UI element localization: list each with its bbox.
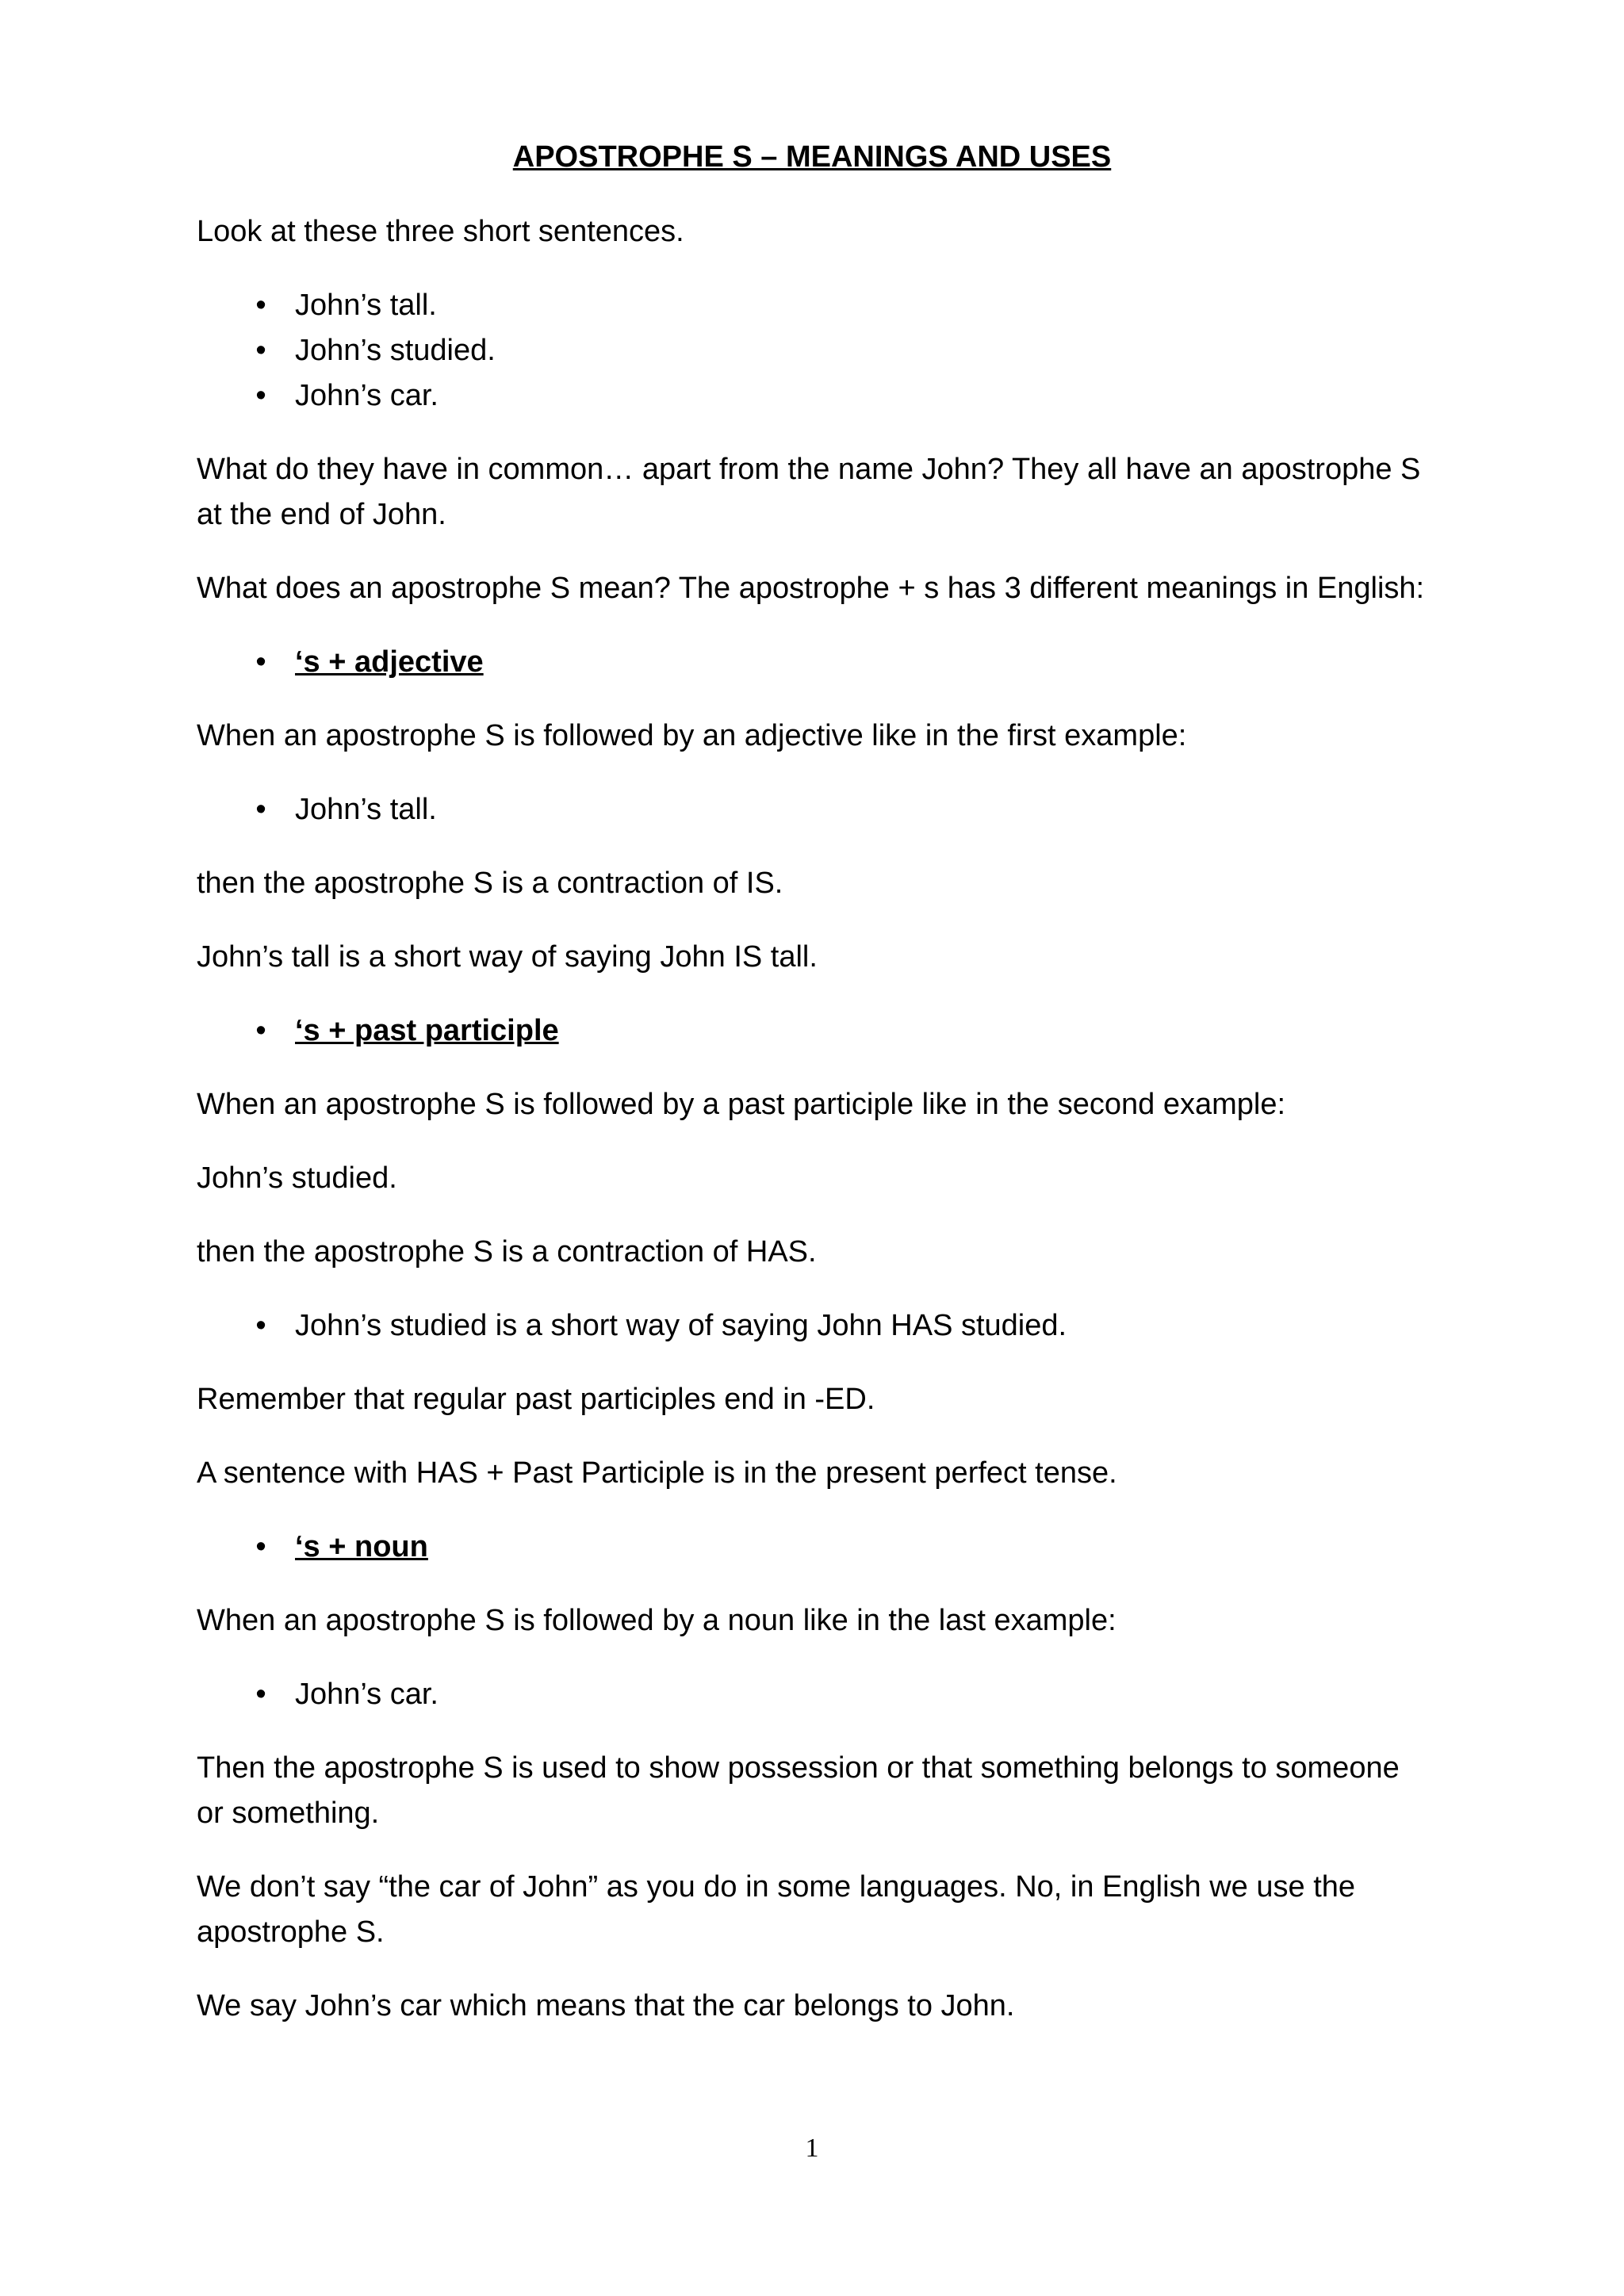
bullet-icon: • bbox=[255, 793, 266, 826]
section-paragraph: then the apostrophe S is a contraction of HAS. bbox=[197, 1235, 817, 1269]
section-example-list bbox=[197, 1303, 1434, 1349]
section-heading: ‘s + past participle bbox=[295, 1014, 559, 1047]
examples-list bbox=[197, 283, 1434, 419]
document-body bbox=[197, 209, 1434, 2057]
section-paragraph: When an apostrophe S is followed by an adjective like in the first example: bbox=[197, 719, 1187, 752]
example-text: John’s tall. bbox=[295, 793, 437, 826]
section-paragraph: Remember that regular past participles end in -ED. bbox=[197, 1383, 875, 1416]
document-title: APOSTROPHE S – MEANINGS AND USES bbox=[512, 140, 1112, 174]
list-item bbox=[197, 328, 1434, 373]
bullet-icon: • bbox=[255, 334, 266, 367]
list-item bbox=[197, 373, 1434, 419]
section-past-participle-heading-list bbox=[197, 1008, 1434, 1054]
section-paragraph: We don’t say “the car of John” as you do in some languages. No, in English we use the apostrophe S. bbox=[197, 1870, 1356, 1949]
section-noun-heading-list bbox=[197, 1525, 1434, 1570]
example-text: John’s studied is a short way of saying John HAS studied. bbox=[295, 1309, 1067, 1342]
list-item bbox=[197, 787, 1434, 832]
list-item bbox=[197, 1672, 1434, 1717]
example-text: John’s car. bbox=[295, 1678, 439, 1711]
section-paragraph: We say John’s car which means that the car belongs to John. bbox=[197, 1989, 1015, 2022]
section-heading: ‘s + adjective bbox=[295, 645, 484, 679]
intro-paragraph: Look at these three short sentences. bbox=[197, 215, 684, 248]
list-item bbox=[197, 1525, 1434, 1570]
bullet-icon: • bbox=[255, 1014, 266, 1047]
section-heading: ‘s + noun bbox=[295, 1530, 428, 1563]
section-example-list bbox=[197, 1672, 1434, 1717]
meaning-paragraph: What does an apostrophe S mean? The apostrophe + s has 3 different meanings in English: bbox=[197, 572, 1425, 605]
list-item bbox=[197, 283, 1434, 328]
section-adjective-heading-list bbox=[197, 640, 1434, 685]
section-paragraph: A sentence with HAS + Past Participle is in the present perfect tense. bbox=[197, 1456, 1117, 1490]
example-text: John’s car. bbox=[295, 379, 439, 412]
bullet-icon: • bbox=[255, 1678, 266, 1711]
section-paragraph: When an apostrophe S is followed by a noun like in the last example: bbox=[197, 1604, 1116, 1637]
list-item bbox=[197, 1008, 1434, 1054]
bullet-icon: • bbox=[255, 645, 266, 679]
list-item bbox=[197, 640, 1434, 685]
page-number: 1 bbox=[805, 2133, 819, 2163]
section-paragraph: When an apostrophe S is followed by a past participle like in the second example: bbox=[197, 1088, 1286, 1121]
list-item bbox=[197, 1303, 1434, 1349]
bullet-icon: • bbox=[255, 289, 266, 322]
example-text: John’s studied. bbox=[295, 334, 496, 367]
example-text: John’s tall. bbox=[295, 289, 437, 322]
common-paragraph: What do they have in common… apart from the name John? They all have an apostrophe S at the end of John. bbox=[197, 453, 1421, 531]
section-paragraph: John’s studied. bbox=[197, 1161, 397, 1195]
bullet-icon: • bbox=[255, 1309, 266, 1342]
section-paragraph: John’s tall is a short way of saying John IS tall. bbox=[197, 940, 818, 974]
bullet-icon: • bbox=[255, 1530, 266, 1563]
section-paragraph: Then the apostrophe S is used to show possession or that something belongs to someone or something. bbox=[197, 1751, 1400, 1830]
bullet-icon: • bbox=[255, 379, 266, 412]
section-example-list bbox=[197, 787, 1434, 832]
section-paragraph: then the apostrophe S is a contraction of IS. bbox=[197, 867, 783, 900]
